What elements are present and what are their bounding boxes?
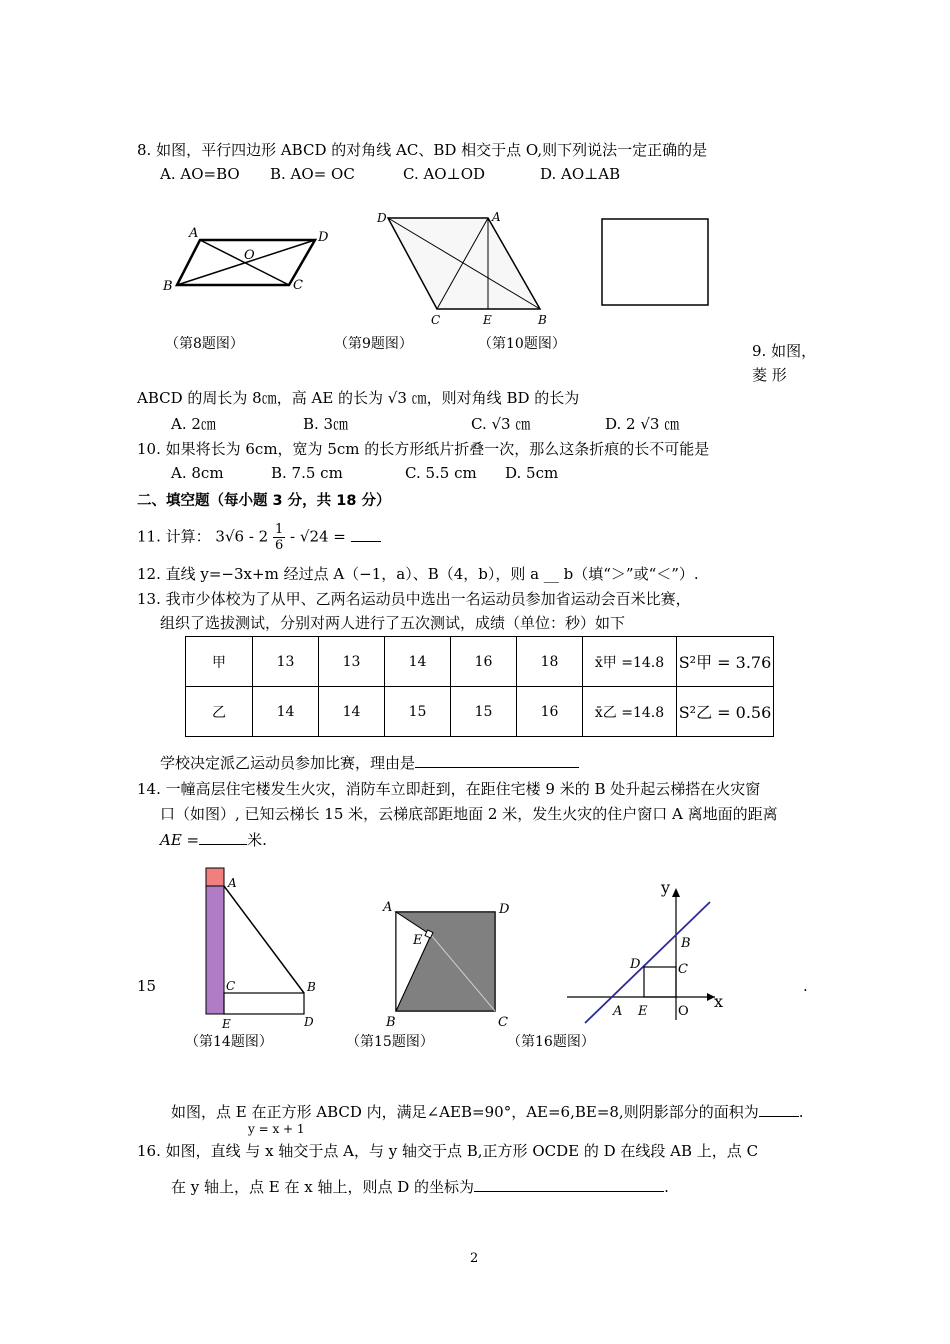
q8-option-a: A. AO=BO: [160, 165, 240, 183]
q10-stem: 10. 如果将长为 6cm，宽为 5cm 的长方形纸片折叠一次，那么这条折痕的长不可能是: [137, 440, 710, 458]
fig8-label-c: C: [293, 278, 303, 293]
q16-line2-wrap: 在 y 轴上，点 E 在 x 轴上，则点 D 的坐标为 .: [171, 1178, 669, 1196]
q11-answer-blank[interactable]: [351, 527, 381, 542]
fig16-coordinate-plane: [567, 878, 723, 1023]
fig9-label-c: C: [431, 313, 441, 327]
table-cell: 15: [385, 687, 451, 737]
fig16-label-b: B: [681, 936, 691, 951]
caption-fig10: （第10题图）: [478, 336, 566, 352]
table-cell: 14: [253, 687, 319, 737]
fig9-rhombus: [376, 210, 547, 327]
fig8-label-a: A: [189, 226, 199, 241]
fig14-ladder: [206, 868, 316, 1030]
q11-expr-b: - √24 =: [290, 527, 346, 546]
q9-word: 菱 形: [752, 366, 787, 384]
q11-fraction: [273, 522, 285, 553]
building-block: [206, 886, 224, 1014]
q8-option-c: C. AO⊥OD: [403, 165, 486, 183]
table-cell-mean: x̄乙 =14.8: [583, 687, 677, 737]
q16-equation: y = x + 1: [248, 1122, 305, 1136]
q11-frac-numerator: 1: [274, 522, 284, 537]
table-cell: 16: [517, 687, 583, 737]
caption-fig8: （第8题图）: [165, 336, 244, 352]
fig8-label-b: B: [163, 279, 173, 294]
fig8-parallelogram: [162, 226, 329, 294]
fig15-label-e: E: [413, 933, 423, 948]
fig16-label-x: x: [714, 992, 724, 1011]
fig16-label-d: D: [630, 957, 641, 972]
q14-unit: 米.: [247, 831, 267, 849]
q8-option-d: D. AO⊥AB: [540, 165, 621, 183]
fig9-label-e: E: [483, 313, 492, 327]
q9-option-a: A. 2㎝: [171, 415, 216, 433]
fig10-rectangle: [602, 219, 708, 305]
q15-stem: 如图，点 E 在正方形 ABCD 内，满足∠AEB=90°，AE=6,BE=8,则阴影部分的面积为: [171, 1103, 759, 1121]
table-cell-variance: S²甲 = 3.76: [677, 637, 774, 687]
trailing-dot: .: [803, 977, 808, 995]
fig15-label-d: D: [499, 902, 510, 917]
fig14-label-c: C: [226, 979, 236, 993]
table-cell: 14: [319, 687, 385, 737]
q10-option-c: C. 5.5 cm: [405, 464, 477, 482]
q16-line1: 16. 如图，直线 与 x 轴交于点 A，与 y 轴交于点 B,正方形 OCDE 的 D 在线段 AB 上，点 C: [137, 1142, 759, 1160]
q14-line2: 口（如图）, 已知云梯长 15 米，云梯底部距地面 2 米，发生火灾的住户窗口 A 离地面的距离: [160, 805, 778, 823]
q10-option-b: B. 7.5 cm: [271, 464, 343, 482]
q14-line3: [160, 829, 267, 850]
fire-window-block: [206, 868, 224, 886]
table-cell: 13: [253, 637, 319, 687]
table-cell: 15: [451, 687, 517, 737]
q15-text: 如图，点 E 在正方形 ABCD 内，满足∠AEB=90°，AE=6,BE=8,则阴影部分的面积为 .: [171, 1103, 804, 1121]
q14-ae-label: AE =: [160, 831, 200, 849]
line-y-eq-x-plus-1: [585, 902, 710, 1023]
fig14-label-b: B: [307, 980, 316, 994]
q9-option-d: D. 2 √3 ㎝: [605, 415, 680, 433]
fig15-label-a: A: [383, 900, 393, 915]
fig9-label-b: B: [538, 313, 547, 327]
fig14-label-a: A: [228, 876, 237, 890]
q13-followup-text: 学校决定派乙运动员参加比赛，理由是: [160, 754, 416, 772]
q12: 12. 直线 y=−3x+m 经过点 A（−1，a）、B（4，b），则 a __ b（填“＞”或“＜”）.: [137, 565, 699, 583]
q10-option-a: A. 8cm: [171, 464, 224, 482]
fig16-label-e: E: [638, 1004, 648, 1019]
caption-fig15: （第15题图）: [346, 1034, 434, 1050]
q13-answer-blank[interactable]: [415, 753, 579, 768]
q16-line2: 在 y 轴上，点 E 在 x 轴上，则点 D 的坐标为: [171, 1178, 475, 1196]
fig14-label-e: E: [222, 1017, 231, 1030]
fig15-square: [382, 900, 510, 1030]
q13-followup: [160, 752, 579, 773]
fig8-label-o: O: [244, 248, 255, 263]
q14-line1: 14. 一幢高层住宅楼发生火灾，消防车立即赶到，在距住宅楼 9 米的 B 处升起云梯搭在火灾窗: [137, 780, 761, 798]
q11-prefix: 11. 计算：: [137, 527, 211, 546]
figures-row2: [180, 860, 740, 1030]
q16-answer-blank[interactable]: [474, 1177, 664, 1192]
fig15-label-b: B: [386, 1015, 396, 1030]
q13-score-table: [185, 636, 774, 737]
table-cell-mean: x̄甲 =14.8: [583, 637, 677, 687]
q11: [137, 522, 381, 553]
q9-option-c: C. √3 ㎝: [471, 415, 531, 433]
figures-row1: [155, 205, 735, 335]
table-cell: 13: [319, 637, 385, 687]
section-heading: 二、填空题（每小题 3 分，共 18 分）: [137, 493, 391, 509]
table-cell-variance: S²乙 = 0.56: [677, 687, 774, 737]
q13-line1: 13. 我市少体校为了从甲、乙两名运动员中选出一名运动员参加省运动会百米比赛，: [137, 590, 691, 608]
q15-answer-blank[interactable]: [759, 1102, 799, 1117]
fig16-label-o: O: [678, 1004, 689, 1019]
square-ocde: [644, 967, 676, 997]
table-cell-name: 乙: [186, 687, 253, 737]
q9-number: 9. 如图，: [752, 342, 817, 360]
caption-fig16: （第16题图）: [507, 1034, 595, 1050]
fig14-label-d: D: [304, 1015, 314, 1029]
fig16-label-a: A: [613, 1004, 623, 1019]
q8-option-b: B. AO= OC: [270, 165, 355, 183]
fig9-label-a: A: [492, 210, 501, 224]
fig9-label-d: D: [377, 211, 387, 225]
q15-number: 15: [137, 977, 157, 995]
q11-frac-denominator: 6: [274, 538, 284, 553]
table-cell: 14: [385, 637, 451, 687]
fig15-label-c: C: [498, 1015, 508, 1030]
page-number: 2: [470, 1251, 479, 1266]
q14-answer-blank[interactable]: [199, 830, 247, 845]
q11-expr-a: 3√6 - 2: [215, 527, 269, 546]
caption-fig14: （第14题图）: [185, 1034, 273, 1050]
q10-option-d: D. 5cm: [505, 464, 559, 482]
q9-stem: ABCD 的周长为 8㎝，高 AE 的长为 √3 ㎝，则对角线 BD 的长为: [137, 389, 580, 407]
q8-stem: 8. 如图，平行四边形 ABCD 的对角线 AC、BD 相交于点 O,则下列说法一定正确的是: [137, 141, 708, 159]
table-row: [186, 637, 774, 687]
fig16-label-y: y: [661, 878, 671, 897]
table-row: [186, 687, 774, 737]
q9-option-b: B. 3㎝: [303, 415, 349, 433]
fig16-label-c: C: [678, 962, 688, 977]
caption-fig9: （第9题图）: [334, 336, 413, 352]
fig8-label-d: D: [318, 230, 329, 245]
table-cell: 16: [451, 637, 517, 687]
table-cell-name: 甲: [186, 637, 253, 687]
table-cell: 18: [517, 637, 583, 687]
q13-line2: 组织了选拔测试，分别对两人进行了五次测试，成绩（单位：秒）如下: [160, 614, 626, 632]
